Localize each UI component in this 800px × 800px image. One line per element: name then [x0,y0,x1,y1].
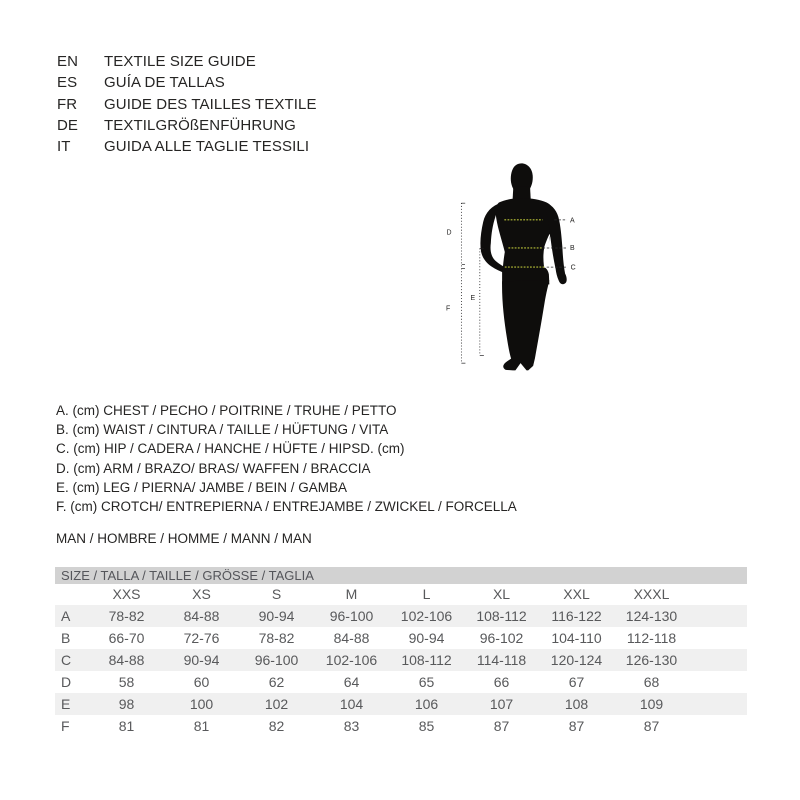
silhouette-legs [502,280,549,370]
language-title-list [57,51,317,157]
size-cell: 65 [418,674,435,690]
size-cell: 62 [268,674,285,690]
size-column-header: XS [192,586,211,602]
language-title: TEXTILGRÖßENFÜHRUNG [104,117,296,135]
row-label: D [61,674,72,690]
table-row [55,649,747,671]
size-cell: 126-130 [625,652,678,668]
dimension-ticks [461,203,484,363]
row-label: A [61,608,71,624]
size-cell: 90-94 [258,608,295,624]
size-cell: 60 [193,674,210,690]
language-row [57,136,317,157]
size-cell: 87 [568,718,585,734]
size-cell: 104 [339,696,364,712]
language-code: EN [57,53,79,71]
size-column-header: M [345,586,358,602]
size-cell: 66-70 [108,630,145,646]
category-line: MAN / HOMBRE / HOMME / MANN / MAN [56,531,312,546]
size-cell: 96-102 [479,630,524,646]
vertical-dimension-lines [461,203,479,363]
measurement-legend-line: F. (cm) CROTCH/ ENTREPIERNA / ENTREJAMBE / ZWICKEL / FORCELLA [56,499,517,515]
size-cell: 108-112 [401,652,452,668]
row-label-spacer [55,584,89,605]
size-cell: 108 [564,696,589,712]
language-code: DE [57,117,79,135]
table-row [55,693,747,715]
table-row [55,627,747,649]
size-cell: 106 [414,696,439,712]
language-row [57,51,317,72]
language-code: IT [57,138,71,156]
language-code: ES [57,74,78,92]
size-cell: 84-88 [333,630,370,646]
measurement-legend-line: A. (cm) CHEST / PECHO / POITRINE / TRUHE / PETTO [56,403,397,418]
measurement-legend-line: D. (cm) ARM / BRAZO/ BRAS/ WAFFEN / BRACCIA [56,460,371,476]
size-column-header: S [271,586,282,602]
size-cell: 82 [268,718,285,734]
row-label: F [61,718,70,734]
measurement-legend [56,401,517,516]
size-column-header: XXS [112,586,141,602]
language-title: GUIDA ALLE TAGLIE TESSILI [104,138,310,156]
size-cell: 102-106 [400,608,453,624]
size-cell: 109 [639,696,664,712]
marker-label-hip: C [570,264,576,272]
size-column-header: XL [492,586,511,602]
row-label: B [61,630,71,646]
size-table-body [55,605,747,737]
size-cell: 87 [643,718,660,734]
size-cell: 58 [118,674,135,690]
size-cell: 78-82 [108,608,145,624]
size-cell: 98 [118,696,135,712]
size-cell: 124-130 [625,608,678,624]
marker-label-leg: E [470,295,476,303]
language-row [57,72,317,93]
marker-label-waist: B [569,245,575,253]
size-cell: 116-122 [551,608,602,624]
table-row [55,715,747,737]
table-row [55,605,747,627]
size-cell: 67 [568,674,585,690]
size-cell: 108-112 [476,608,527,624]
size-cell: 84-88 [183,608,220,624]
measurement-legend-line: C. (cm) HIP / CADERA / HANCHE / HÜFTE / HIPSD. (cm) [56,441,405,457]
size-column-header: XXXL [633,586,670,602]
measurement-legend-line: E. (cm) LEG / PIERNA/ JAMBE / BEIN / GAMBA [56,479,348,495]
size-cell: 120-124 [550,652,603,668]
size-table [55,567,747,737]
language-row [57,94,317,115]
marker-label-chest: A [569,217,575,225]
size-cell: 112-118 [626,630,677,646]
size-cell: 114-118 [476,652,527,668]
row-label: C [61,652,72,668]
size-cell: 96-100 [329,608,374,624]
size-columns-row [55,584,747,605]
size-cell: 78-82 [258,630,295,646]
silhouette-torso [496,198,554,272]
marker-label-crotch: F [445,305,451,313]
man-silhouette [480,163,566,370]
size-cell: 85 [418,718,435,734]
row-label: E [61,696,71,712]
size-cell: 90-94 [183,652,220,668]
language-title: GUIDE DES TAILLES TEXTILE [104,95,317,113]
size-cell: 66 [493,674,510,690]
size-cell: 104-110 [551,630,602,646]
size-cell: 107 [489,696,514,712]
size-cell: 84-88 [108,652,145,668]
table-row [55,671,747,693]
size-cell: 72-76 [183,630,220,646]
size-cell: 81 [118,718,135,734]
language-title: TEXTILE SIZE GUIDE [104,53,256,71]
size-cell: 81 [193,718,210,734]
size-cell: 102-106 [325,652,378,668]
size-column-header: XXL [563,586,590,602]
size-cell: 100 [189,696,214,712]
size-cell: 64 [343,674,360,690]
marker-label-arm: D [446,229,452,237]
size-cell: 83 [343,718,360,734]
size-column-header: L [422,586,431,602]
size-cell: 68 [643,674,660,690]
size-cell: 87 [493,718,510,734]
size-cell: 90-94 [408,630,445,646]
language-code: FR [57,95,78,113]
language-row [57,115,317,136]
language-title: GUÍA DE TALLAS [104,74,225,92]
measurement-legend-line: B. (cm) WAIST / CINTURA / TAILLE / HÜFTUNG / VITA [56,422,389,438]
size-table-header: SIZE / TALLA / TAILLE / GRÖSSE / TAGLIA [55,567,747,584]
size-cell: 102 [264,696,289,712]
size-cell: 96-100 [254,652,299,668]
